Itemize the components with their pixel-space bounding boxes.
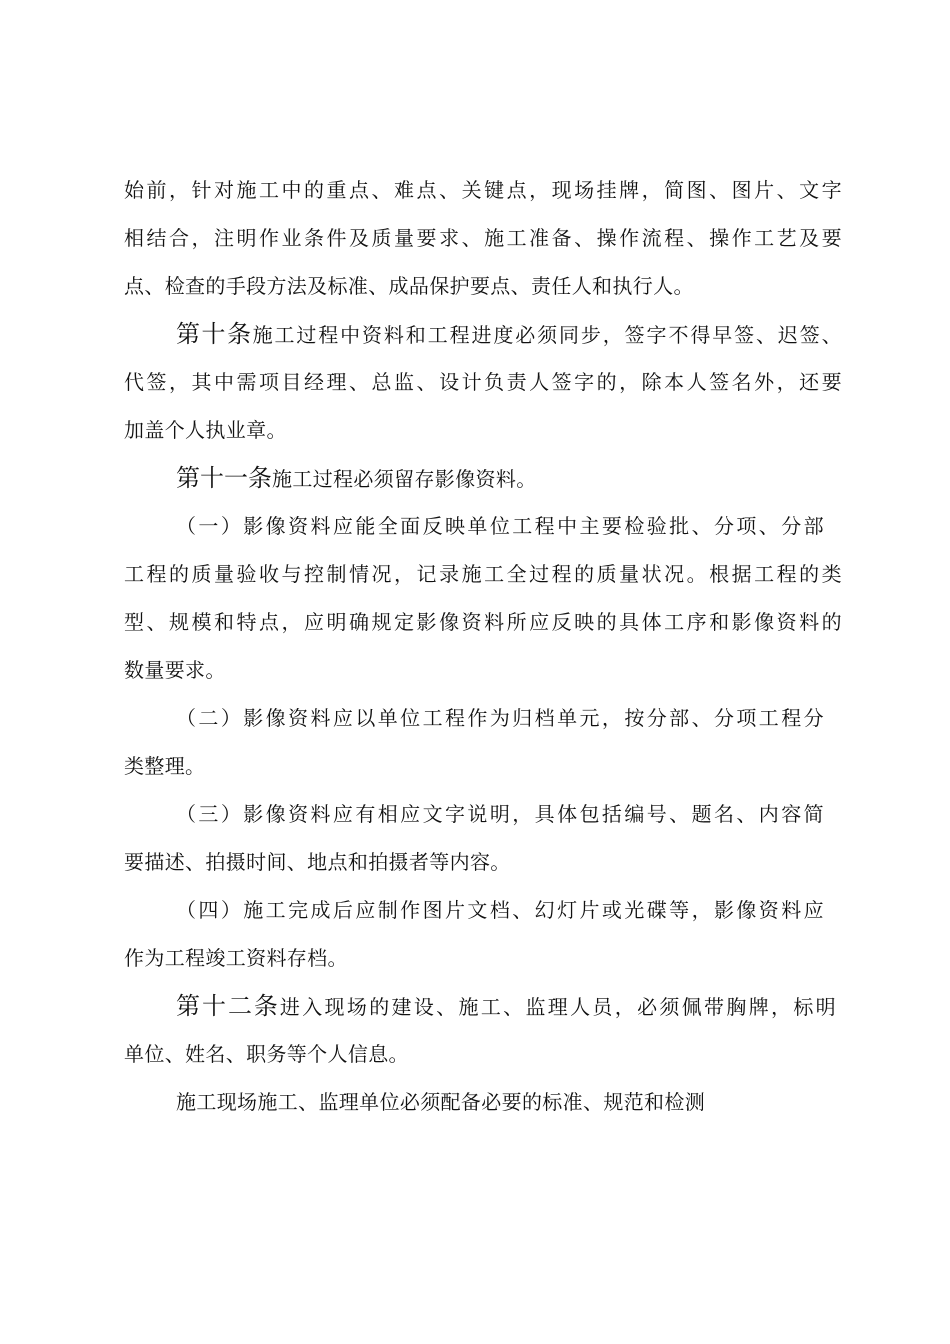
article-10-heading: 第十条 [176,320,253,348]
body-text-line: 施工过程必须留存影像资料。 [272,467,537,491]
body-text-line: 要描述、拍摄时间、地点和拍摄者等内容。 [124,850,511,874]
article-12-paragraph [176,992,836,1020]
body-text-line: 点、检查的手段方法及标准、成品保护要点、责任人和执行人。 [124,274,694,298]
body-text-line: 加盖个人执业章。 [124,418,287,442]
body-text-line: 数量要求。 [124,658,226,682]
clause-1-line: （一）影像资料应能全面反映单位工程中主要检验批、分项、分部 [176,514,824,538]
article-11-paragraph [176,464,842,492]
body-text-line: 施工现场施工、监理单位必须配备必要的标准、规范和检测 [176,1090,706,1114]
body-text-line: 单位、姓名、职务等个人信息。 [124,1042,409,1066]
body-text-line: 类整理。 [124,754,206,778]
body-text-line: 代签，其中需项目经理、总监、设计负责人签字的，除本人签名外，还要 [124,370,842,394]
clause-3-line: （三）影像资料应有相应文字说明，具体包括编号、题名、内容简 [176,802,824,826]
clause-2-line: （二）影像资料应以单位工程作为归档单元，按分部、分项工程分 [176,706,824,730]
body-text-line: 始前，针对施工中的重点、难点、关键点，现场挂牌，简图、图片、文字 [124,178,842,202]
body-text-line: 相结合，注明作业条件及质量要求、施工准备、操作流程、操作工艺及要 [124,226,842,250]
body-text-line: 进入现场的建设、施工、监理人员，必须佩带胸牌，标明 [279,995,837,1019]
body-text-line: 型、规模和特点，应明确规定影像资料所应反映的具体工序和影像资料的 [124,610,842,634]
body-text-line: 作为工程竣工资料存档。 [124,946,348,970]
body-text-line: 工程的质量验收与控制情况，记录施工全过程的质量状况。根据工程的类 [124,562,842,586]
article-10-paragraph [176,320,842,348]
clause-4-line: （四）施工完成后应制作图片文档、幻灯片或光碟等，影像资料应 [176,898,824,922]
article-11-heading: 第十一条 [176,464,272,492]
body-text-line: 施工过程中资料和工程进度必须同步，签字不得早签、迟签、 [252,323,842,347]
article-12-heading: 第十二条 [176,992,280,1020]
